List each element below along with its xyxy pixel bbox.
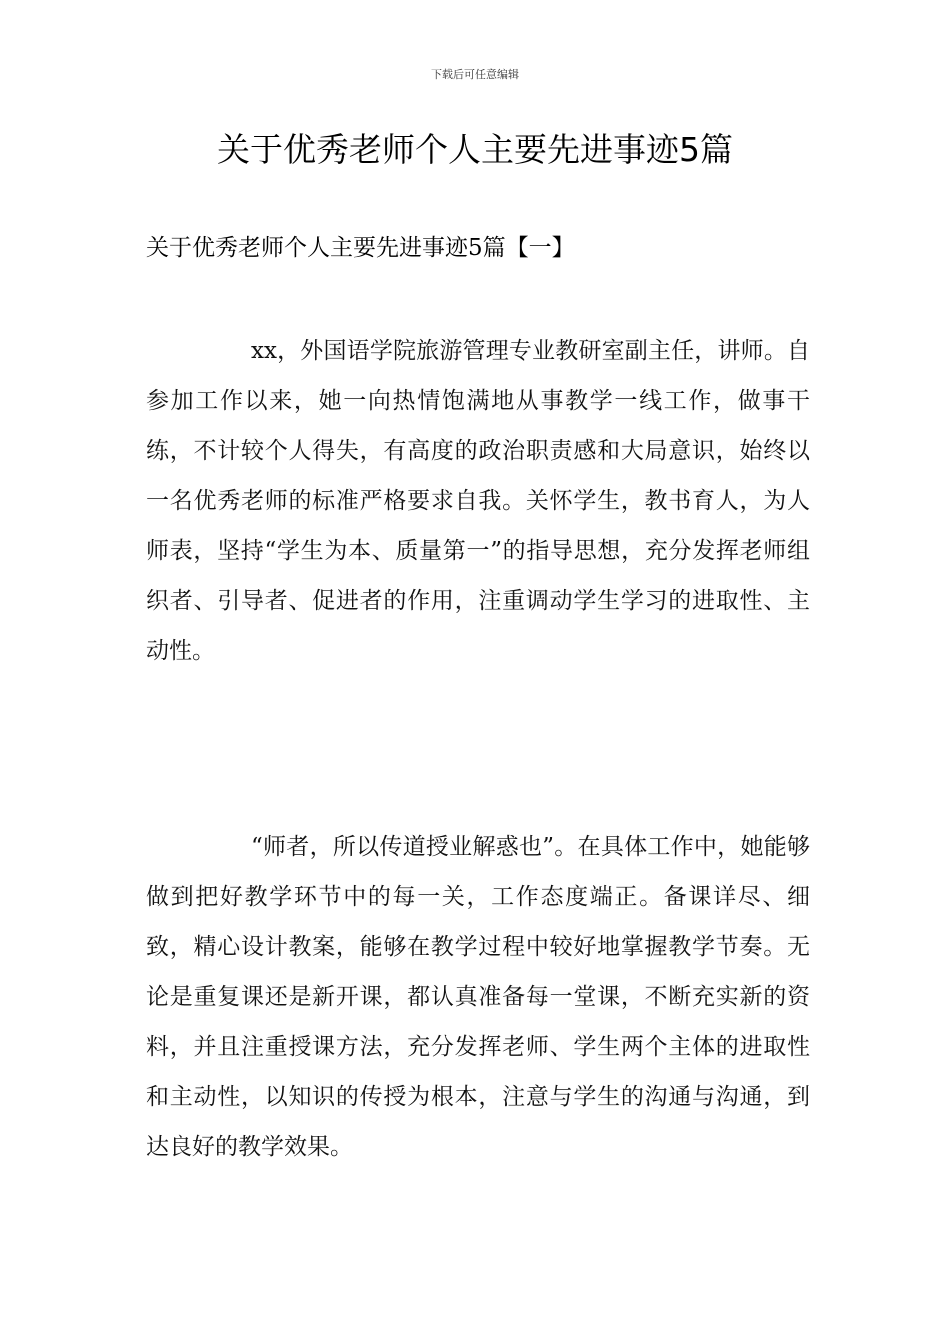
document-title: 关于优秀老师个人主要先进事迹5篇	[217, 130, 733, 169]
download-note: 下载后可任意编辑	[431, 68, 519, 81]
body-paragraph: “师者，所以传道授业解惑也”。在具体工作中，她能够做到把好教学环节中的每一关，工作态度端正。备课详尽、细致，精心设计教案，能够在教学过程中较好地掌握教学节奏。无论是重复课还是新开课，都认真准备每一堂课，不断充实新的资料，并且注重授课方法，充分发挥老师、学生两个主体的进取性和主动性，以知识的传授为根本，注意与学生的沟通与沟通，到达良好的教学效果。	[146, 834, 810, 1160]
body-paragraph: xx，外国语学院旅游管理专业教研室副主任，讲师。自参加工作以来，她一向热情饱满地从事教学一线工作，做事干练，不计较个人得失，有高度的政治职责感和大局意识，始终以一名优秀老师的标准严格要求自我。关怀学生，教书育人，为人师表，坚持“学生为本、质量第一”的指导思想，充分发挥老师组织者、引导者、促进者的作用，注重调动学生学习的进取性、主动性。	[146, 338, 810, 664]
section-heading: 关于优秀老师个人主要先进事迹5篇【一】	[146, 235, 575, 261]
